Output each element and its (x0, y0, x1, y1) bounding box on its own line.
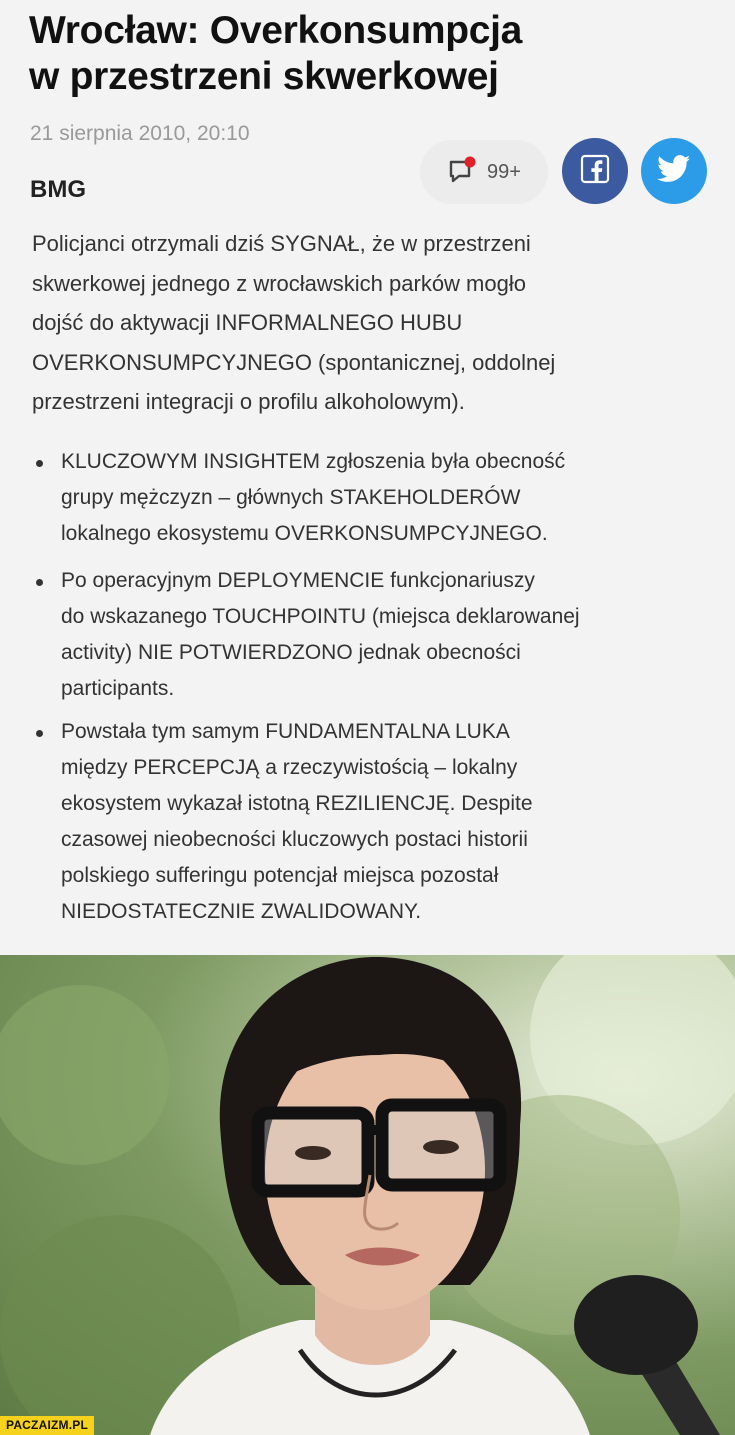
share-twitter-button[interactable] (641, 138, 707, 204)
bullet-dot (36, 730, 43, 737)
bullet-line: lokalnego ekosystemu OVERKONSUMPCYJNEGO. (61, 522, 548, 545)
article-title-line: Wrocław: Overkonsumpcja (29, 9, 523, 52)
watermark-label: PACZAIZM.PL (0, 1416, 94, 1435)
lead-line: OVERKONSUMPCYJNEGO (spontanicznej, oddolnej (32, 349, 556, 375)
comments-count: 99+ (487, 160, 521, 183)
bullet-line: polskiego sufferingu potencjał miejsca pozostał (61, 864, 499, 887)
bullet-dot (36, 460, 43, 467)
bullet-line: NIEDOSTATECZNIE ZWALIDOWANY. (61, 900, 422, 923)
comments-button[interactable] (420, 140, 548, 204)
author-name: BMG (30, 176, 86, 203)
bullet-line: Po operacyjnym DEPLOYMENCIE funkcjonariuszy (61, 569, 535, 592)
lead-line: Policjanci otrzymali dziś SYGNAŁ, że w przestrzeni (32, 231, 531, 256)
bullet-line: participants. (61, 677, 175, 700)
facebook-icon (580, 154, 610, 189)
portrait-illustration (0, 955, 735, 1435)
lead-line: skwerkowej jednego z wrocławskich parków mogło (32, 270, 526, 296)
bullet-line: czasowej nieobecności kluczowych postaci historii (61, 828, 528, 851)
share-facebook-button[interactable] (562, 138, 628, 204)
bullet-line: między PERCEPCJĄ a rzeczywistością – lokalny (61, 756, 518, 779)
bullet-line: activity) NIE POTWIERDZONO jednak obecności (61, 641, 521, 664)
bullet-line: ekosystem wykazał istotną REZILIENCJĘ. Despite (61, 792, 533, 815)
bullet-line: KLUCZOWYM INSIGHTEM zgłoszenia była obecność (61, 450, 566, 473)
lead-line: dojść do aktywacji INFORMALNEGO HUBU (32, 310, 463, 335)
article-lead (32, 224, 692, 422)
bullet-line: grupy mężczyzn – głównych STAKEHOLDERÓW (61, 486, 521, 509)
publish-date: 21 sierpnia 2010, 20:10 (30, 122, 250, 145)
lead-line: przestrzeni integracji o profilu alkoholowym). (32, 389, 465, 414)
comment-icon (447, 156, 477, 189)
bullet-line: Powstała tym samym FUNDAMENTALNA LUKA (61, 720, 510, 743)
article-title-line: w przestrzeni skwerkowej (29, 55, 499, 98)
bullet-dot (36, 579, 43, 586)
bullet-line: do wskazanego TOUCHPOINTU (miejsca deklarowanej (61, 605, 580, 628)
twitter-icon (657, 155, 691, 188)
article-title (29, 8, 719, 100)
portrait-photo (0, 955, 735, 1435)
